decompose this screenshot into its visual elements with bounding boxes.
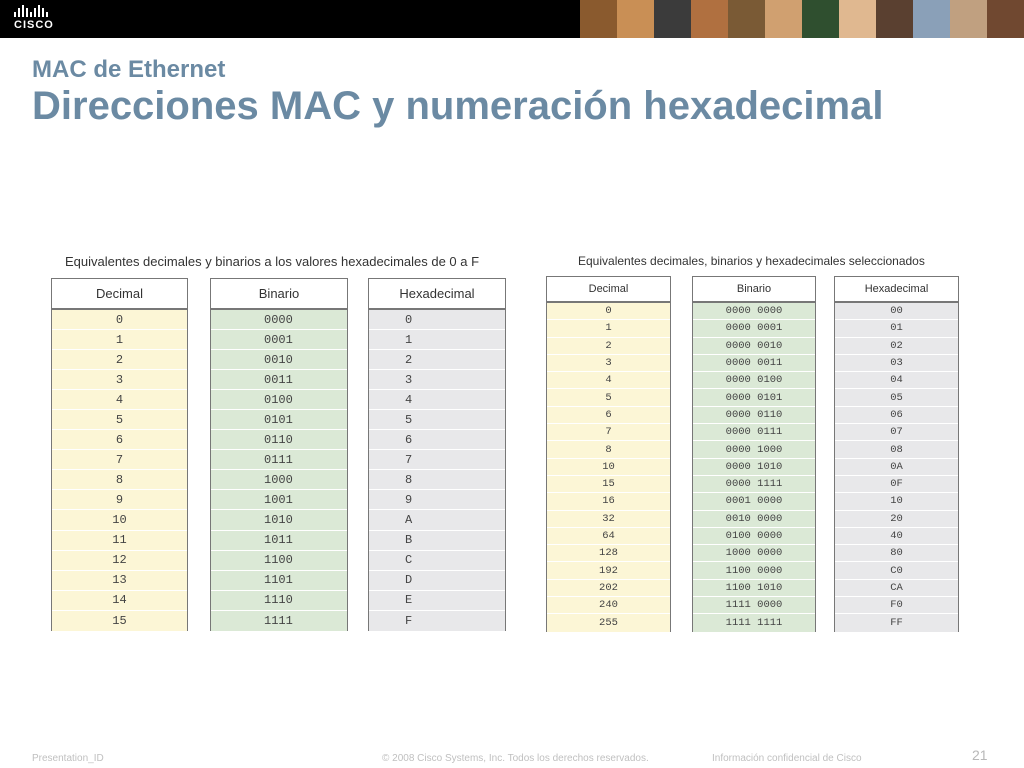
cisco-bars-icon — [14, 5, 70, 17]
column-header: Hexadecimal — [835, 277, 958, 303]
table-cell: 12 — [52, 551, 187, 571]
cisco-logo — [10, 5, 70, 33]
table-cell: 32 — [547, 511, 670, 528]
table-cell: 2 — [52, 350, 187, 370]
table-cell: 04 — [835, 372, 958, 389]
table-cell: 10 — [547, 459, 670, 476]
table-cell: 15 — [547, 476, 670, 493]
table-cell: 16 — [547, 493, 670, 510]
header-photo — [950, 0, 987, 38]
table-cell: 40 — [835, 528, 958, 545]
table-cell: 0 — [369, 310, 505, 330]
right-decimal-column — [546, 276, 671, 632]
table-cell: 0A — [835, 459, 958, 476]
table-cell: 08 — [835, 441, 958, 458]
header-photo — [765, 0, 802, 38]
left-decimal-column — [51, 278, 188, 631]
table-cell: C0 — [835, 562, 958, 579]
table-cell: 1110 — [211, 591, 347, 611]
table-cell: 1000 — [211, 470, 347, 490]
presentation-id: Presentation_ID — [32, 753, 104, 764]
photo-strip — [580, 0, 1024, 38]
table-cell: 0000 — [211, 310, 347, 330]
table-cell: 7 — [369, 450, 505, 470]
column-header: Hexadecimal — [369, 279, 505, 310]
table-cell: 1100 — [211, 551, 347, 571]
table-cell: 7 — [547, 424, 670, 441]
table-cell: 8 — [547, 441, 670, 458]
table-cell: D — [369, 571, 505, 591]
table-cell: 06 — [835, 407, 958, 424]
table-cell: 20 — [835, 511, 958, 528]
table-cell: 0 — [547, 303, 670, 320]
table-cell: 0000 0010 — [693, 338, 815, 355]
table-cell: 01 — [835, 320, 958, 337]
table-cell: 202 — [547, 580, 670, 597]
header-photo — [802, 0, 839, 38]
left-hex-column — [368, 278, 506, 631]
table-cell: 00 — [835, 303, 958, 320]
table-cell: 1100 0000 — [693, 562, 815, 579]
column-header: Decimal — [52, 279, 187, 310]
header-photo — [987, 0, 1024, 38]
table-cell: 0001 0000 — [693, 493, 815, 510]
table-cell: C — [369, 551, 505, 571]
table-cell: 1111 1111 — [693, 614, 815, 631]
table-cell: F0 — [835, 597, 958, 614]
table-cell: 13 — [52, 571, 187, 591]
table-cell: 2 — [547, 338, 670, 355]
column-header: Binario — [693, 277, 815, 303]
table-cell: 03 — [835, 355, 958, 372]
table-cell: 0110 — [211, 430, 347, 450]
table-cell: 0000 0000 — [693, 303, 815, 320]
left-binary-column — [210, 278, 348, 631]
table-cell: B — [369, 531, 505, 551]
table-cell: 0111 — [211, 450, 347, 470]
table-cell: 1000 0000 — [693, 545, 815, 562]
table-cell: 0001 — [211, 330, 347, 350]
right-table-caption: Equivalentes decimales, binarios y hexadecimales seleccionados — [578, 254, 925, 268]
table-cell: 4 — [547, 372, 670, 389]
table-cell: 0101 — [211, 410, 347, 430]
table-cell: 9 — [369, 490, 505, 510]
header-photo — [617, 0, 654, 38]
header-photo — [728, 0, 765, 38]
table-cell: F — [369, 611, 505, 631]
page-number: 21 — [972, 747, 988, 763]
table-cell: 0F — [835, 476, 958, 493]
header-photo — [876, 0, 913, 38]
table-cell: 0000 0001 — [693, 320, 815, 337]
table-cell: 0000 0110 — [693, 407, 815, 424]
table-cell: 1001 — [211, 490, 347, 510]
table-cell: 5 — [547, 389, 670, 406]
header-photo — [691, 0, 728, 38]
table-cell: 5 — [52, 410, 187, 430]
table-cell: 0100 — [211, 390, 347, 410]
table-cell: 05 — [835, 389, 958, 406]
table-cell: 0000 1010 — [693, 459, 815, 476]
header-band — [0, 0, 1024, 38]
column-header: Decimal — [547, 277, 670, 303]
table-cell: 3 — [547, 355, 670, 372]
table-cell: 07 — [835, 424, 958, 441]
left-table-caption: Equivalentes decimales y binarios a los valores hexadecimales de 0 a F — [65, 254, 480, 269]
table-cell: 4 — [369, 390, 505, 410]
table-cell: A — [369, 510, 505, 530]
table-cell: 6 — [369, 430, 505, 450]
table-cell: 192 — [547, 562, 670, 579]
table-cell: 1 — [52, 330, 187, 350]
slide-subtitle: MAC de Ethernet — [32, 56, 226, 83]
table-cell: 1111 0000 — [693, 597, 815, 614]
table-cell: 240 — [547, 597, 670, 614]
table-cell: 3 — [52, 370, 187, 390]
table-cell: 10 — [52, 510, 187, 530]
table-cell: 5 — [369, 410, 505, 430]
header-photo — [839, 0, 876, 38]
table-cell: 15 — [52, 611, 187, 631]
header-photo — [580, 0, 617, 38]
table-cell: 6 — [547, 407, 670, 424]
column-header: Binario — [211, 279, 347, 310]
slide-title: Direcciones MAC y numeración hexadecimal — [32, 84, 884, 128]
table-cell: 2 — [369, 350, 505, 370]
table-cell: E — [369, 591, 505, 611]
right-binary-column — [692, 276, 816, 632]
table-cell: 0000 1000 — [693, 441, 815, 458]
table-cell: 0011 — [211, 370, 347, 390]
table-cell: 7 — [52, 450, 187, 470]
table-cell: 128 — [547, 545, 670, 562]
table-cell: 255 — [547, 614, 670, 631]
table-cell: 02 — [835, 338, 958, 355]
table-cell: 0010 0000 — [693, 511, 815, 528]
table-cell: 64 — [547, 528, 670, 545]
table-cell: 8 — [52, 470, 187, 490]
table-cell: 1101 — [211, 571, 347, 591]
table-cell: 1100 1010 — [693, 580, 815, 597]
header-photo — [913, 0, 950, 38]
table-cell: 80 — [835, 545, 958, 562]
table-cell: 14 — [52, 591, 187, 611]
table-cell: 1111 — [211, 611, 347, 631]
table-cell: 0 — [52, 310, 187, 330]
table-cell: 1011 — [211, 531, 347, 551]
table-cell: 8 — [369, 470, 505, 490]
table-cell: 0000 0100 — [693, 372, 815, 389]
copyright-text: © 2008 Cisco Systems, Inc. Todos los derechos reservados. — [382, 753, 649, 764]
table-cell: FF — [835, 614, 958, 631]
table-cell: 10 — [835, 493, 958, 510]
table-cell: 0000 0111 — [693, 424, 815, 441]
header-photo — [654, 0, 691, 38]
table-cell: 11 — [52, 531, 187, 551]
cisco-logo-text: CISCO — [14, 19, 54, 31]
table-cell: 3 — [369, 370, 505, 390]
table-cell: 0000 0011 — [693, 355, 815, 372]
table-cell: 0100 0000 — [693, 528, 815, 545]
table-cell: CA — [835, 580, 958, 597]
table-cell: 6 — [52, 430, 187, 450]
table-cell: 1 — [547, 320, 670, 337]
table-cell: 0000 0101 — [693, 389, 815, 406]
table-cell: 4 — [52, 390, 187, 410]
table-cell: 1010 — [211, 510, 347, 530]
confidential-text: Información confidencial de Cisco — [712, 753, 862, 764]
table-cell: 1 — [369, 330, 505, 350]
table-cell: 9 — [52, 490, 187, 510]
right-hex-column — [834, 276, 959, 632]
table-cell: 0000 1111 — [693, 476, 815, 493]
table-cell: 0010 — [211, 350, 347, 370]
